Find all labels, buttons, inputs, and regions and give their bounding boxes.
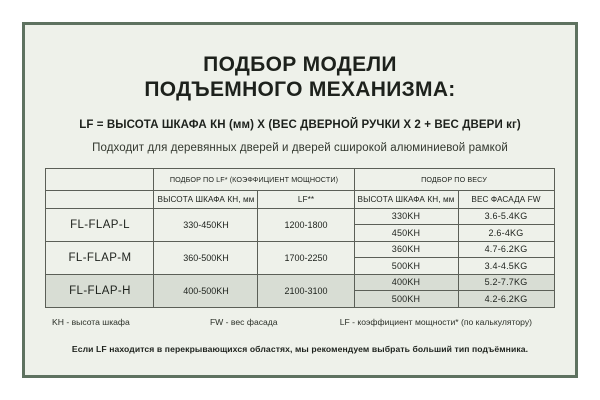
page-title xyxy=(39,53,561,103)
fw-m-2: 3.4-4.5KG xyxy=(458,258,554,275)
legend-kh: KH - высота шкафа xyxy=(52,316,130,327)
table-row xyxy=(46,208,554,225)
kh-weight-m-2: 500KH xyxy=(354,258,458,275)
lf-l: 1200-1800 xyxy=(258,208,354,241)
title-line-1: ПОДБОР МОДЕЛИ xyxy=(203,53,397,76)
table-row xyxy=(46,241,554,258)
lf-m: 1700-2250 xyxy=(258,241,354,274)
model-name-h: FL-FLAP-H xyxy=(46,274,154,307)
fw-l-1: 3.6-5.4KG xyxy=(458,208,554,225)
kh-lf-h: 400-500KH xyxy=(154,274,258,307)
footer-note: Если LF находится в перекрывающихся областях, мы рекомендуем выбрать больший тип подъёмника. xyxy=(71,343,529,354)
model-selection-table xyxy=(45,168,554,308)
kh-weight-h-2: 500KH xyxy=(354,291,458,308)
fw-m-1: 4.7-6.2KG xyxy=(458,241,554,258)
title-line-2: ПОДЪЕМНОГО МЕХАНИЗМА: xyxy=(144,77,456,101)
table-row xyxy=(46,274,554,291)
poster-card xyxy=(22,22,578,378)
group-header-weight: ПОДБОР ПО ВЕСУ xyxy=(354,168,554,190)
kh-weight-l-2: 450KH xyxy=(354,225,458,242)
table-column-header-row xyxy=(46,190,554,208)
kh-lf-l: 330-450KH xyxy=(154,208,258,241)
fw-h-2: 4.2-6.2KG xyxy=(458,291,554,308)
kh-weight-l-1: 330KH xyxy=(354,208,458,225)
formula-text: LF = ВЫСОТА ШКАФА КН (мм) X (ВЕС ДВЕРНОЙ РУЧКИ X 2 + ВЕС ДВЕРИ кг) xyxy=(79,118,521,131)
table-group-header-row xyxy=(46,168,554,190)
legend-lf: LF - коэффициент мощности* (по калькулятору) xyxy=(339,316,532,327)
col-header-kh-lf: ВЫСОТА ШКАФА КН, мм xyxy=(154,190,258,208)
table-corner-cell-2 xyxy=(46,190,154,208)
kh-weight-m-1: 360KH xyxy=(354,241,458,258)
group-header-lf: ПОДБОР ПО LF* (КОЭФФИЦИЕНТ МОЩНОСТИ) xyxy=(154,168,354,190)
col-header-kh-weight: ВЫСОТА ШКАФА КН, мм xyxy=(354,190,458,208)
kh-weight-h-1: 400KH xyxy=(354,274,458,291)
kh-lf-m: 360-500KH xyxy=(154,241,258,274)
fw-h-1: 5.2-7.7KG xyxy=(458,274,554,291)
legend-fw: FW - вес фасада xyxy=(209,316,278,327)
model-name-l: FL-FLAP-L xyxy=(46,208,154,241)
table-corner-cell xyxy=(46,168,154,190)
col-header-fw: ВЕС ФАСАДА FW xyxy=(458,190,554,208)
model-name-m: FL-FLAP-M xyxy=(46,241,154,274)
col-header-lf: LF** xyxy=(258,190,354,208)
subtitle-text: Подходит для деревянных дверей и дверей сширокой алюминиевой рамкой xyxy=(92,141,508,154)
lf-h: 2100-3100 xyxy=(258,274,354,307)
fw-l-2: 2.6-4KG xyxy=(458,225,554,242)
legend-notes xyxy=(46,317,554,327)
